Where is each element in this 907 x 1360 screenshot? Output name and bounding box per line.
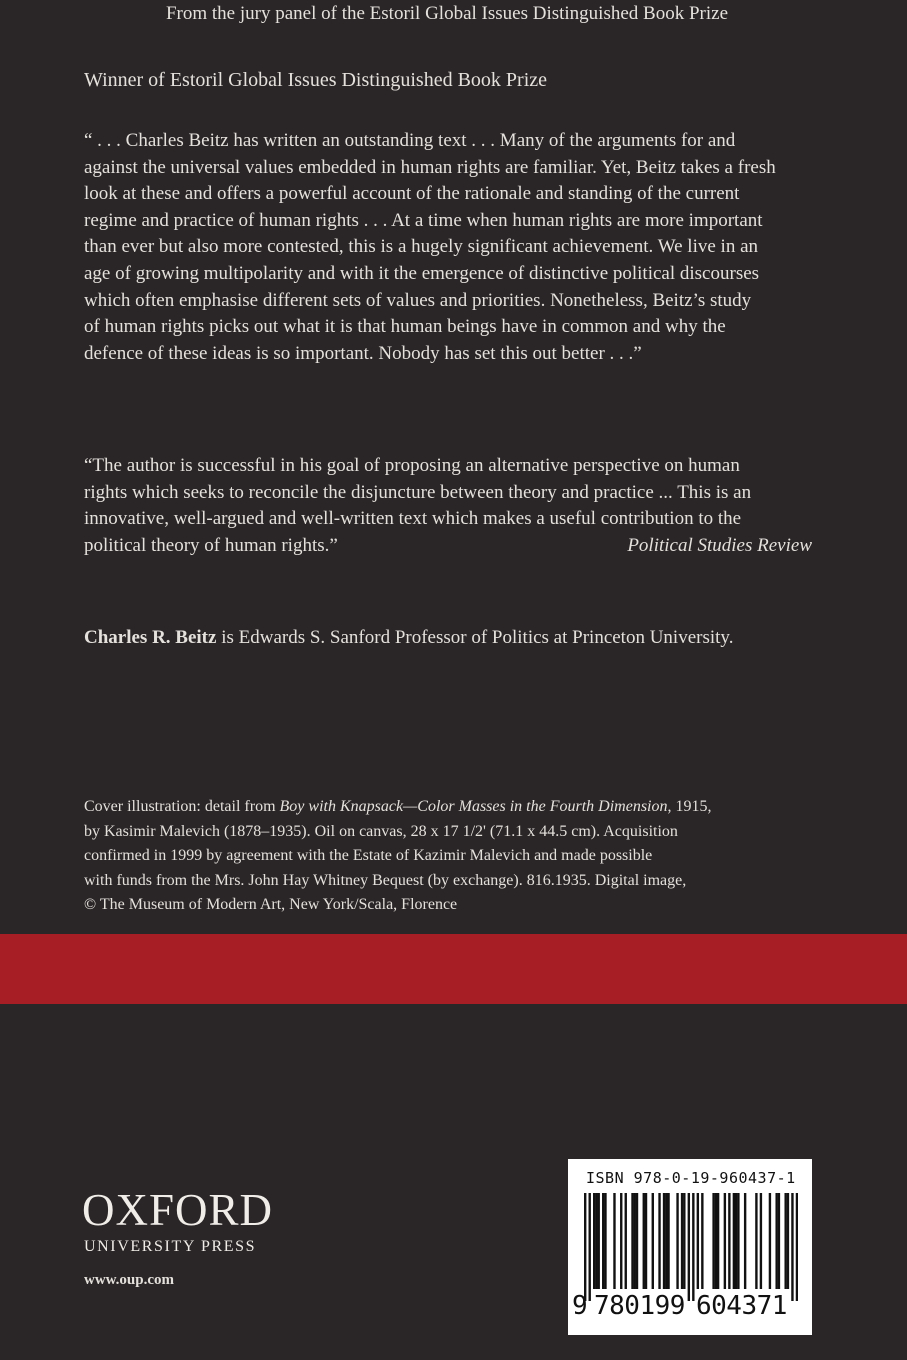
barcode-bar [676, 1193, 678, 1289]
barcode-bar [593, 1193, 595, 1289]
jury-quote [84, 128, 812, 367]
barcode-bar [778, 1193, 780, 1289]
author-bio-text: is Edwards S. Sanford Professor of Politics at Princeton University. [216, 627, 734, 648]
quote-line: look at these and offers a powerful account of the rationale and standing of the current [84, 183, 740, 205]
quote-line: defence of these ideas is so important. Nobody has set this out better . . .” [84, 342, 642, 364]
cover-credit [84, 795, 812, 918]
author-bio [84, 624, 812, 652]
barcode-first-digit: 9 [572, 1291, 588, 1321]
review-quote [84, 453, 812, 559]
barcode-bar [737, 1193, 739, 1289]
barcode-bar [663, 1193, 665, 1289]
barcode-bar [681, 1193, 683, 1289]
barcode-bar [744, 1193, 746, 1289]
barcode-bar [652, 1193, 654, 1289]
quote-line: of human rights picks out what it is that human beings have in common and why the [84, 316, 726, 338]
barcode-bar [787, 1193, 789, 1289]
barcode-bar [620, 1193, 622, 1289]
barcode-bar [733, 1193, 735, 1289]
credit-line [84, 795, 812, 820]
artwork-title: Boy with Knapsack—Color Masses in the Fourth Dimension [279, 798, 668, 815]
credit-line: with funds from the Mrs. John Hay Whitney Bequest (by exchange). 816.1935. Digital image, [84, 871, 687, 889]
publisher-logo [82, 1185, 292, 1258]
barcode [568, 1159, 812, 1335]
isbn-label: ISBN 978-0-19-960437-1 [586, 1169, 796, 1187]
barcode-bar [728, 1193, 730, 1289]
barcode-bar [712, 1193, 714, 1289]
quote-line: age of growing multipolarity and with it the emergence of distinctive political discourses [84, 262, 760, 284]
quote-line: which often emphasise different sets of values and priorities. Nonetheless, Beitz’s study [84, 289, 752, 311]
quote-line: “ . . . Charles Beitz has written an outstanding text . . . Many of the arguments for and [84, 130, 736, 151]
publisher-subtitle: UNIVERSITY PRESS [84, 1238, 257, 1255]
review-source: Political Studies Review [627, 534, 812, 556]
barcode-bar [658, 1193, 660, 1289]
publisher-url[interactable]: www.oup.com [84, 1272, 175, 1288]
credit-prefix: Cover illustration: detail from [84, 798, 280, 815]
barcode-bar [697, 1193, 699, 1289]
credit-line: confirmed in 1999 by agreement with the Estate of Kazimir Malevich and made possible [84, 847, 653, 864]
quote-line: regime and practice of human rights . . . At a time when human rights are more important [84, 209, 763, 231]
quote-line [84, 533, 812, 560]
red-band [0, 934, 907, 1004]
barcode-bar [589, 1193, 591, 1301]
barcode-bar [584, 1193, 586, 1301]
quote-line: than ever but also more contested, this is a hugely significant achievement. We live in an [84, 236, 759, 258]
barcode-bar [796, 1193, 798, 1301]
credit-line: by Kasimir Malevich (1878–1935). Oil on canvas, 28 x 17 1/2' (71.1 x 44.5 cm). Acquisition [84, 822, 678, 840]
barcode-right-digits: 604371 [696, 1291, 787, 1321]
barcode-bar [735, 1193, 737, 1289]
barcode-bar [602, 1193, 604, 1289]
award-line: Winner of Estoril Global Issues Distinguished Book Prize [84, 69, 548, 91]
barcode-bar [701, 1193, 703, 1289]
barcode-bar [643, 1193, 645, 1289]
barcode-bar [692, 1193, 694, 1301]
barcode-bar [636, 1193, 638, 1289]
author-name: Charles R. Beitz [84, 627, 217, 648]
quote-line: “The author is successful in his goal of proposing an alternative perspective on human [84, 455, 740, 476]
barcode-digits [572, 1291, 808, 1321]
quote-line-text: political theory of human rights.” [84, 534, 338, 556]
barcode-bar [683, 1193, 685, 1289]
barcode-bar [715, 1193, 717, 1289]
barcode-bar [604, 1193, 606, 1289]
barcode-bar [631, 1193, 633, 1289]
quote-line: against the universal values embedded in human rights are familiar. Yet, Beitz takes a fresh [84, 156, 776, 178]
publisher-name: OXFORD [82, 1185, 274, 1235]
barcode-bar [598, 1193, 600, 1289]
barcode-bar [625, 1193, 627, 1289]
barcode-bar [645, 1193, 647, 1289]
barcode-bar [760, 1193, 762, 1289]
barcode-bar [775, 1193, 777, 1289]
barcode-bar [755, 1193, 757, 1289]
barcode-left-digits: 780199 [594, 1291, 685, 1321]
barcode-bar [595, 1193, 597, 1289]
barcode-bar [791, 1193, 793, 1301]
barcode-bar [667, 1193, 669, 1289]
barcode-bar [634, 1193, 636, 1289]
barcode-bar [688, 1193, 690, 1301]
barcode-bar [769, 1193, 771, 1289]
barcode-bar [613, 1193, 615, 1289]
barcode-bar [717, 1193, 719, 1289]
jury-attribution: From the jury panel of the Estoril Global Issues Distinguished Book Prize [165, 3, 728, 24]
quote-line: innovative, well-argued and well-written text which makes a useful contribution to the [84, 508, 742, 530]
quote-line: rights which seeks to reconcile the disjuncture between theory and practice ... This is an [84, 481, 752, 503]
barcode-bar [724, 1193, 726, 1289]
barcode-bar [665, 1193, 667, 1289]
credit-suffix: , 1915, [667, 798, 712, 815]
barcode-bar [784, 1193, 786, 1289]
barcode-bars [584, 1193, 798, 1301]
credit-line: © The Museum of Modern Art, New York/Scala, Florence [84, 896, 458, 913]
